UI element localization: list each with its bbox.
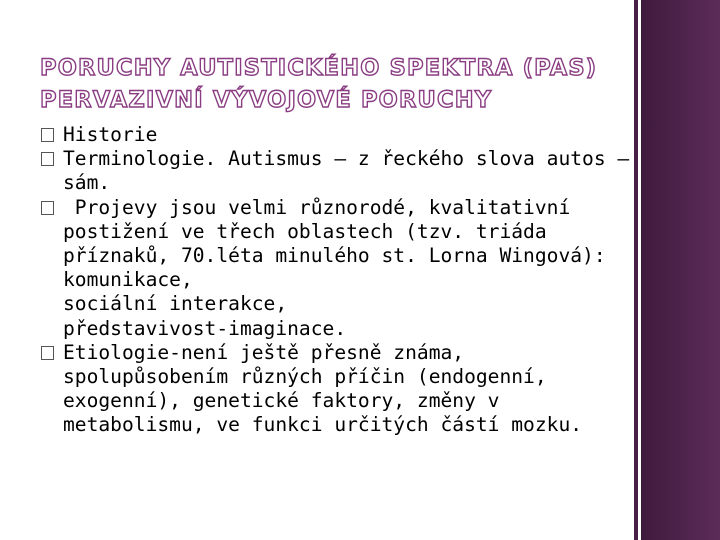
bullet-text-cont: sám. [63, 171, 111, 195]
bullet-text-cont: komunikace, [63, 268, 193, 292]
bullet-box-icon [41, 346, 54, 360]
decorative-sidebar [640, 0, 720, 540]
bullet-item-terminologie [41, 147, 631, 195]
bullet-text: Etiologie-není ještě přesně známa, [63, 340, 465, 364]
bullet-text-cont: metabolismu, ve funkci určitých částí mozku. [63, 413, 583, 437]
bullet-box-icon [41, 128, 54, 142]
bullet-text-cont: příznaků, 70.léta minulého st. Lorna Wingová): [63, 244, 606, 268]
bullet-item-historie [41, 123, 631, 147]
bullet-text: Terminologie. Autismus – z řeckého slova autos – [63, 147, 630, 171]
bullet-box-icon [41, 152, 54, 166]
bullet-list [41, 123, 631, 438]
bullet-text: Historie [63, 123, 158, 146]
bullet-text-cont: exogenní), genetické faktory, změny v [63, 389, 500, 413]
title-line-1: PORUCHY AUTISTICKÉHO SPEKTRA (PAS) [40, 55, 598, 81]
bullet-text-cont: postižení ve třech oblastech (tzv. triáda [63, 219, 547, 243]
bullet-box-icon [41, 201, 54, 215]
bullet-item-etiologie [41, 341, 631, 438]
title-line-2: PERVAZIVNÍ VÝVOJOVÉ PORUCHY [40, 87, 493, 113]
bullet-text-cont: sociální interakce, [63, 292, 288, 316]
bullet-text-cont: spolupůsobením různých příčin (endogenní, [63, 365, 547, 389]
slide-title [40, 52, 630, 116]
bullet-text: Projevy jsou velmi různorodé, kvalitativní [63, 195, 571, 219]
bullet-item-projevy [41, 196, 631, 341]
bullet-text-cont: představivost-imaginace. [63, 316, 347, 340]
